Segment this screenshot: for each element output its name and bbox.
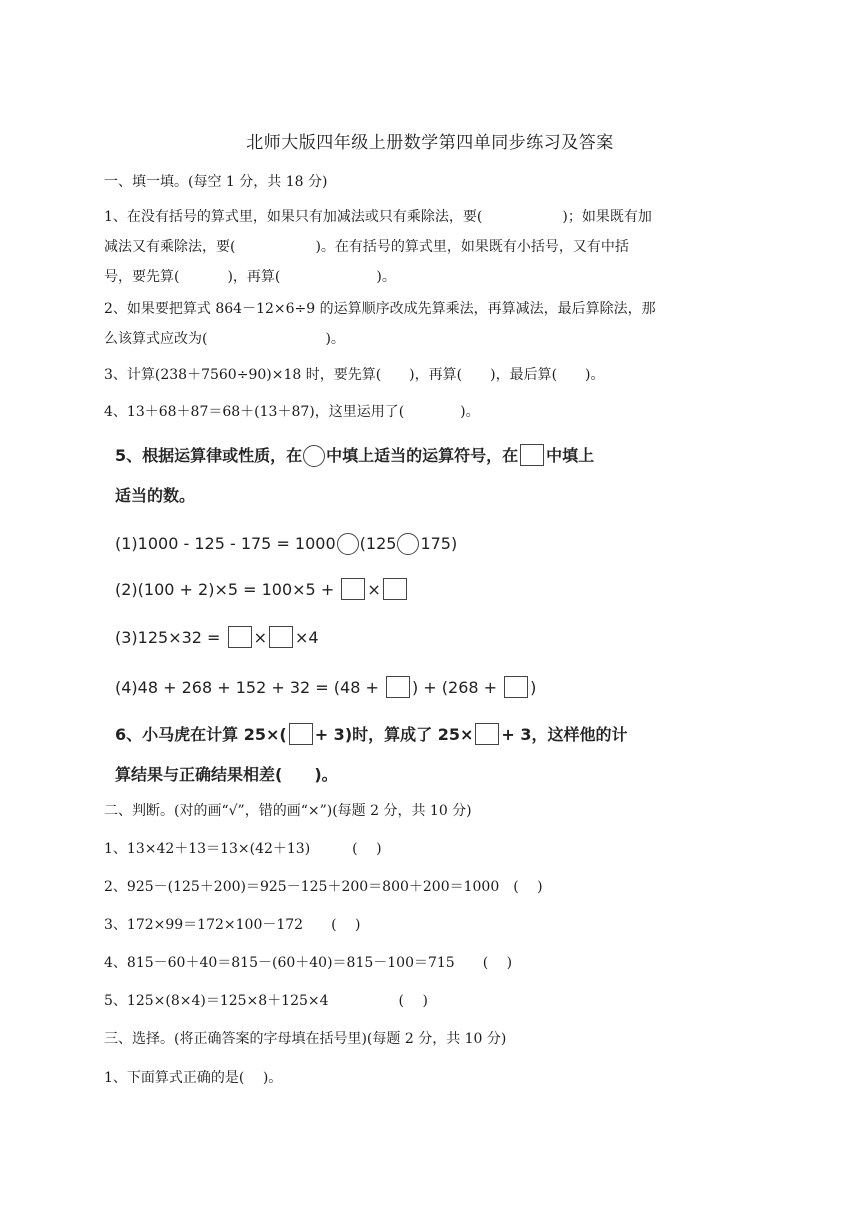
- circle-blank-icon: [337, 533, 359, 555]
- page-title: 北师大版四年级上册数学第四单同步练习及答案: [246, 133, 614, 153]
- circle-blank-icon: [397, 533, 419, 555]
- square-blank-icon: [386, 676, 410, 698]
- square-blank-icon: [341, 578, 365, 600]
- question-3: 3、计算(238＋7560÷90)×18 时，要先算( )，再算( )，最后算( )。: [104, 367, 605, 383]
- judge-item-2: 2、925－(125＋200)＝925－125＋200＝800＋200＝1000 ( ): [104, 879, 543, 895]
- question-6-line-1: 6、小马虎在计算 25×( + 3)时，算成了 25× + 3，这样他的计: [115, 725, 628, 744]
- question-4: 4、13＋68＋87＝68＋(13＋87)，这里运用了( )。: [104, 404, 480, 420]
- judge-item-3: 3、172×99＝172×100－172 ( ): [104, 917, 361, 933]
- question-2: 2、如果要把算式 864－12×6÷9 的运算顺序改成先算乘法，再算减法，最后算除法，那 么该算式应改为( )。: [104, 301, 656, 347]
- question-5-line-2: 适当的数。: [115, 486, 196, 505]
- section-heading-choice: 三、选择。(将正确答案的字母填在括号里)(每题 2 分，共 10 分): [104, 1031, 507, 1047]
- judge-item-1: 1、13×42＋13＝13×(42＋13) ( ): [104, 841, 382, 857]
- judge-item-5: 5、125×(8×4)＝125×8＋125×4 ( ): [104, 993, 428, 1009]
- choice-item-1: 1、下面算式正确的是( )。: [104, 1070, 283, 1086]
- question-5-part-3: (3)125×32 = × ×4: [115, 628, 319, 647]
- question-5-part-1: (1)1000 - 125 - 175 = 1000 (125 175): [115, 534, 458, 553]
- question-6-line-2: 算结果与正确结果相差( )。: [115, 765, 338, 784]
- square-blank-icon: [520, 444, 544, 466]
- question-5-part-4: (4)48 + 268 + 152 + 32 = (48 + ) + (268 + ): [115, 678, 537, 697]
- question-5-line-1: 5、根据运算律或性质，在 中填上适当的运算符号，在 中填上: [115, 446, 595, 465]
- square-blank-icon: [269, 626, 293, 648]
- circle-blank-icon: [303, 445, 325, 467]
- square-blank-icon: [475, 723, 499, 745]
- question-5-part-2: (2)(100 + 2)×5 = 100×5 + ×: [115, 577, 409, 603]
- section-heading-judge: 二、判断。(对的画“√”，错的画“×”)(每题 2 分，共 10 分): [104, 803, 472, 819]
- square-blank-icon: [228, 626, 252, 648]
- question-1: 1、在没有括号的算式里，如果只有加减法或只有乘除法，要( )；如果既有加 减法又有乘除法，要( )。在有括号的算式里，如果既有小括号，又有中括 号，要先算( )，再算( )。: [104, 209, 652, 285]
- square-blank-icon: [504, 676, 528, 698]
- section-heading-fill: 一、填一填。(每空 1 分，共 18 分): [104, 174, 328, 190]
- square-blank-icon: [383, 578, 407, 600]
- square-blank-icon: [289, 723, 313, 745]
- judge-item-4: 4、815－60＋40＝815－(60＋40)＝815－100＝715 ( ): [104, 955, 513, 971]
